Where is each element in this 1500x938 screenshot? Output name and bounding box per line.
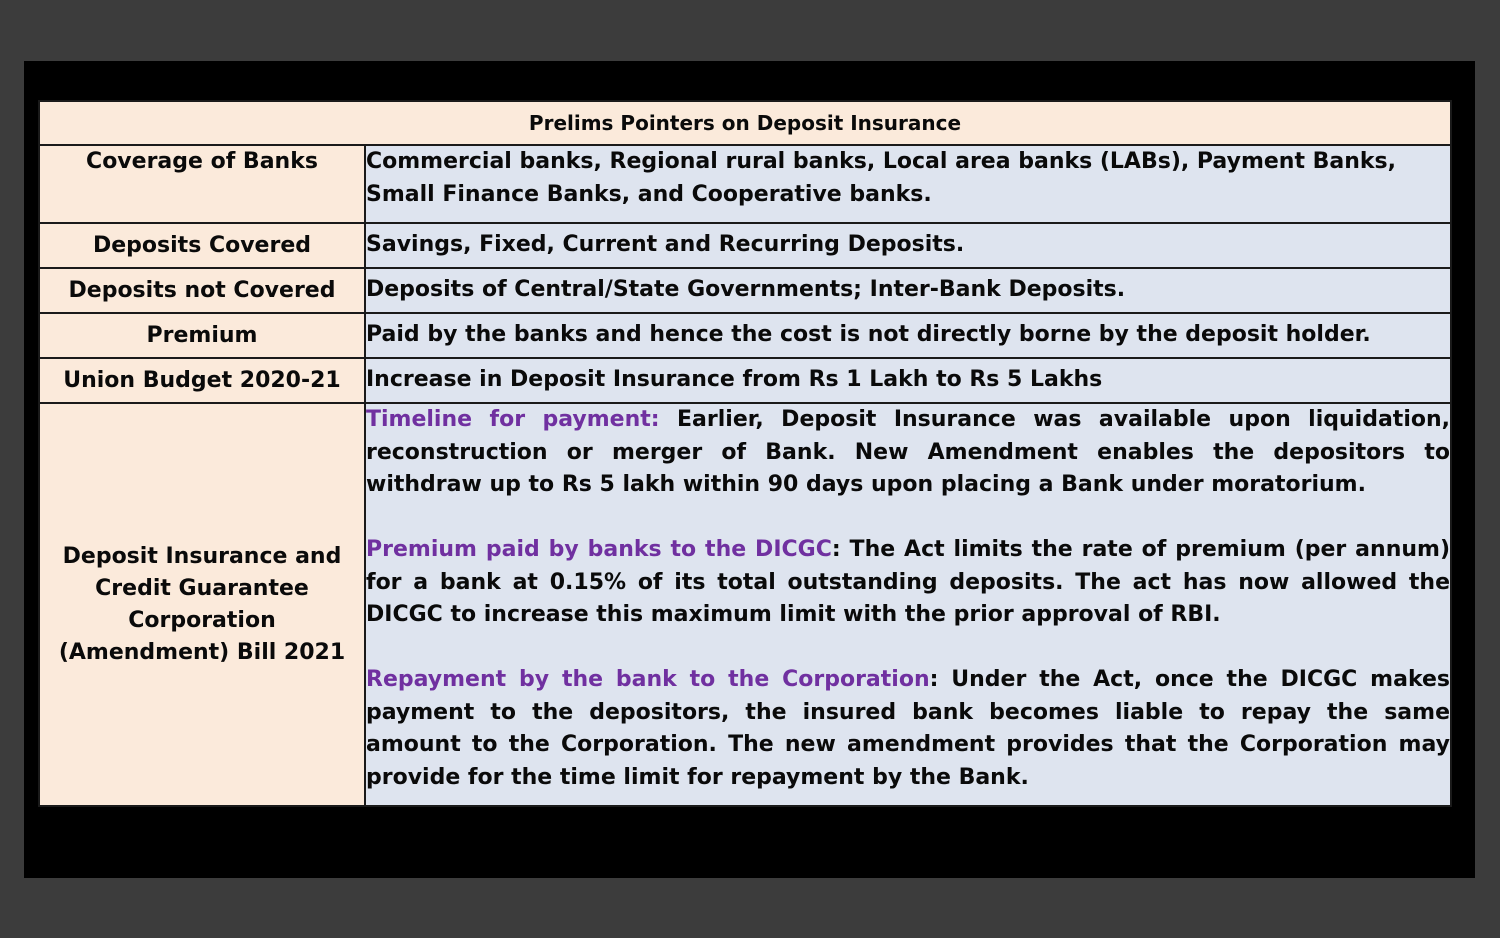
slide — [24, 61, 1475, 878]
row-text-coverage: Commercial banks, Regional rural banks, Local area banks (LABs), Payment Banks, Small Finance Banks, and Cooperative banks. — [365, 145, 1451, 223]
amendment-points — [365, 403, 1451, 806]
row-label-amendment-bill: Deposit Insurance and Credit Guarantee Corporation (Amendment) Bill 2021 — [39, 403, 365, 806]
row-label-union-budget: Union Budget 2020-21 — [39, 358, 365, 403]
row-label-deposits-covered: Deposits Covered — [39, 223, 365, 268]
row-label-coverage: Coverage of Banks — [39, 145, 365, 223]
table-row — [39, 223, 1451, 268]
point-repayment — [366, 664, 1450, 794]
row-label-premium: Premium — [39, 313, 365, 358]
point-heading: Timeline for payment: — [366, 407, 660, 432]
table-row — [39, 145, 1451, 223]
point-heading: Premium paid by banks to the DICGC — [366, 537, 832, 562]
row-text-premium: Paid by the banks and hence the cost is not directly borne by the deposit holder. — [365, 313, 1451, 358]
table-row — [39, 403, 1451, 806]
table-title: Prelims Pointers on Deposit Insurance — [39, 101, 1451, 145]
table-row — [39, 313, 1451, 358]
row-text-deposits-covered: Savings, Fixed, Current and Recurring Deposits. — [365, 223, 1451, 268]
point-timeline — [366, 404, 1450, 502]
deposit-insurance-table — [38, 100, 1452, 807]
point-text: : Under the Act, once the DICGC makes payment to the depositors, the insured bank becomes liable to repay the same amount to the Corporation. The new amendment provides that the Corporation may provide for the time limit for repayment by the Bank. — [366, 667, 1450, 790]
table-title-row — [39, 101, 1451, 145]
table-row — [39, 358, 1451, 403]
point-heading: Repayment by the bank to the Corporation — [366, 667, 930, 692]
point-text: : The Act limits the rate of premium (per annum) for a bank at 0.15% of its total outstanding deposits. The act has now allowed the DICGC to increase this maximum limit with the prior approval of RBI. — [366, 537, 1450, 627]
row-label-deposits-not-covered: Deposits not Covered — [39, 268, 365, 313]
table-row — [39, 268, 1451, 313]
row-text-deposits-not-covered: Deposits of Central/State Governments; Inter-Bank Deposits. — [365, 268, 1451, 313]
point-premium-paid — [366, 534, 1450, 632]
point-text: Earlier, Deposit Insurance was available upon liquidation, reconstruction or merger of Bank. New Amendment enables the depositors to withdraw up to Rs 5 lakh within 90 days upon placing a Bank under moratorium. — [366, 407, 1450, 497]
row-text-union-budget: Increase in Deposit Insurance from Rs 1 Lakh to Rs 5 Lakhs — [365, 358, 1451, 403]
